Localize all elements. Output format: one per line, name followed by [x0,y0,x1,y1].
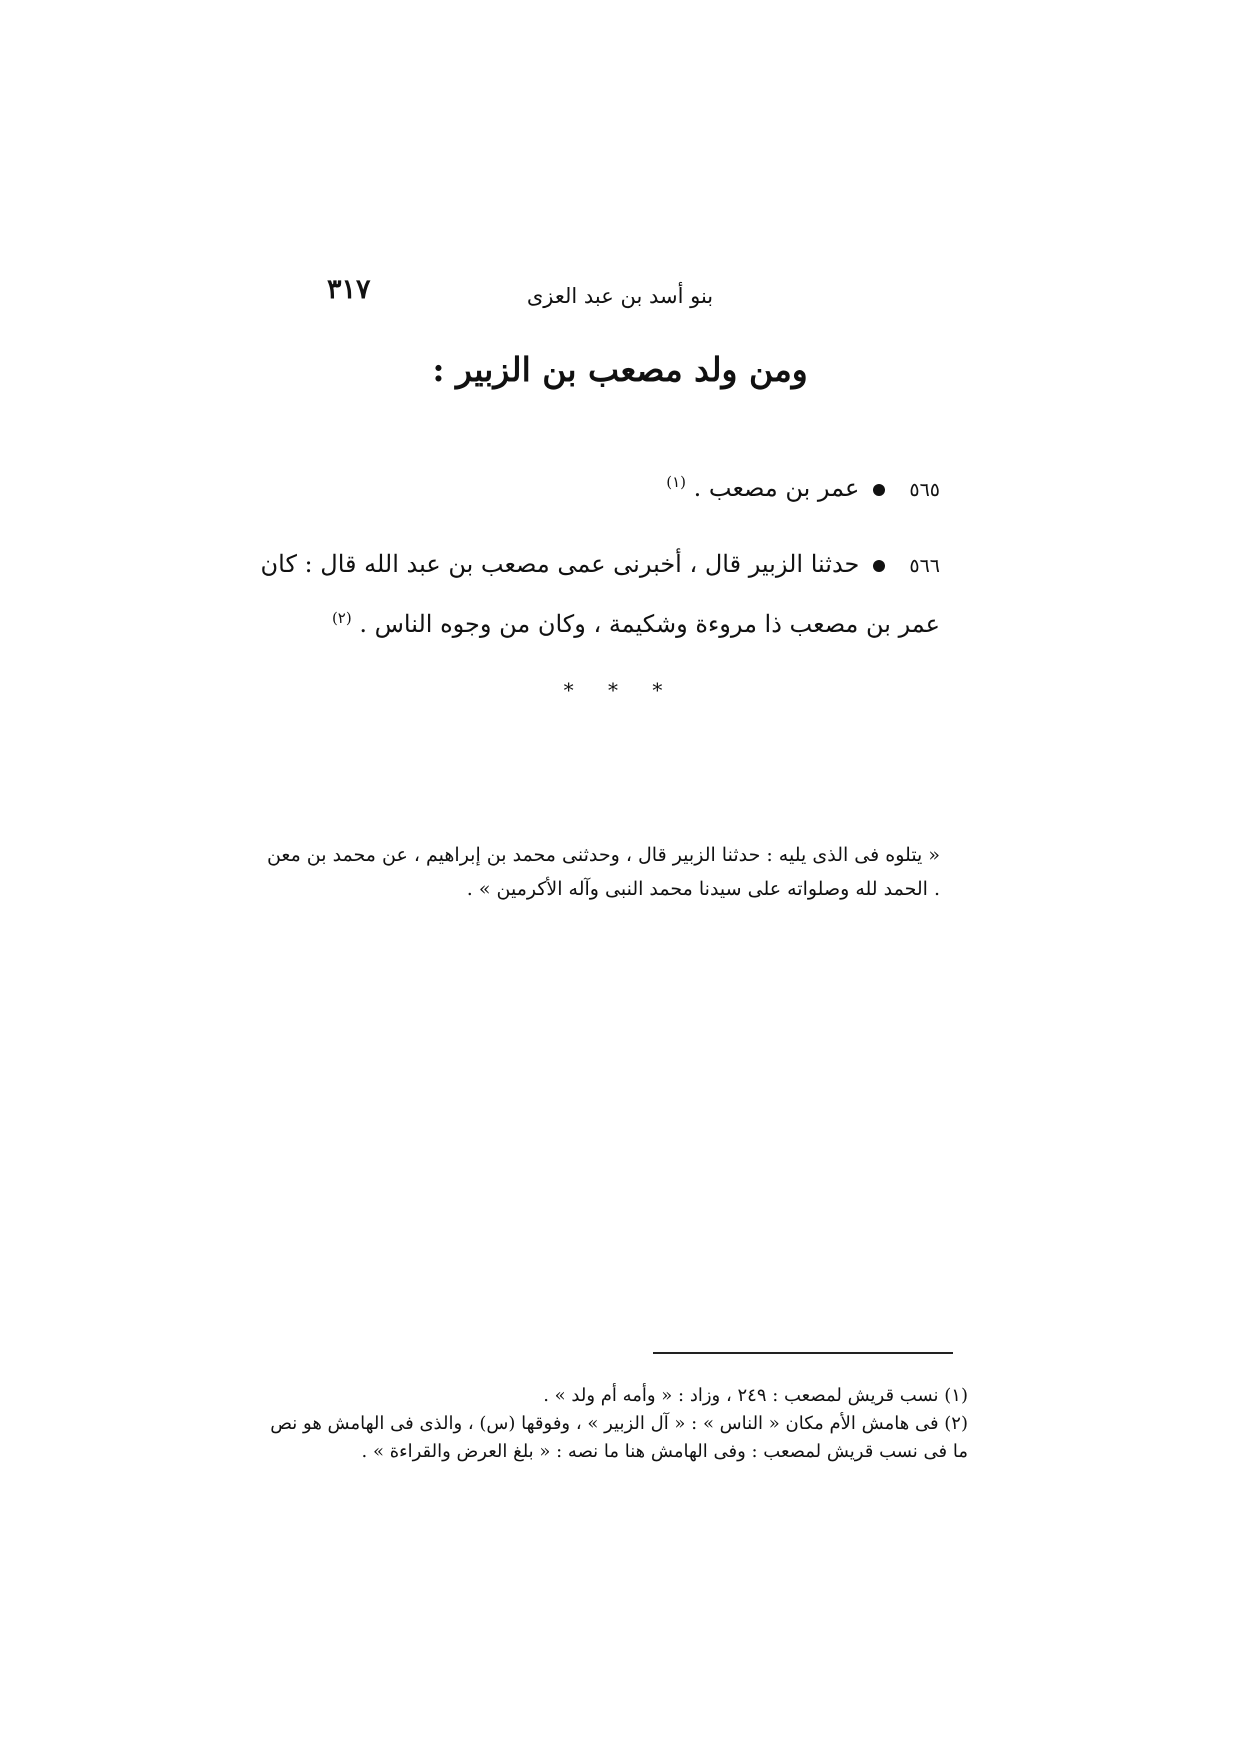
footnote-ref[interactable]: (٢) [331,609,352,627]
footnote-divider [653,1352,953,1354]
bullet-icon [873,484,885,496]
page-number: ٣١٧ [327,274,371,305]
bullet-icon [873,560,885,572]
footnote-1: (١) نسب قريش لمصعب : ٢٤٩ ، وزاد : « وأمه أم ولد » . [543,1385,968,1406]
footnotes [268,1382,968,1466]
colophon-note: « يتلوه فى الذى يليه : حدثنا الزبير قال ، وحدثنى محمد بن إبراهيم ، عن محمد بن معن . الحمد لله وصلواته على سيدنا محمد النبى وآله الأكرمين » . [266,844,940,900]
entry-number: ٥٦٦ [909,555,940,577]
footnote-2: (٢) فى هامش الأم مكان « الناس » : « آل الزبير » ، وفوقها (س) ، والذى فى الهامش هو نص ما فى نسب قريش لمصعب : وفى الهامش هنا ما نصه : « بلغ العرض والقراءة » . [270,1413,968,1462]
entry-565 [240,456,940,516]
running-title: بنو أسد بن عبد العزى [526,284,714,308]
entry-number: ٥٦٥ [909,479,940,501]
entry-text: عمر بن مصعب . [693,474,860,502]
entry-text: حدثنا الزبير قال ، أخبرنى عمى مصعب بن عبد الله قال : كان عمر بن مصعب ذا مروءة وشكيمة ، وكان من وجوه الناس . [260,550,940,638]
entry-566 [260,538,940,650]
section-separator: * * * [563,678,677,702]
section-heading: ومن ولد مصعب بن الزبير : [432,350,808,389]
footnote-ref[interactable]: (١) [666,473,687,491]
